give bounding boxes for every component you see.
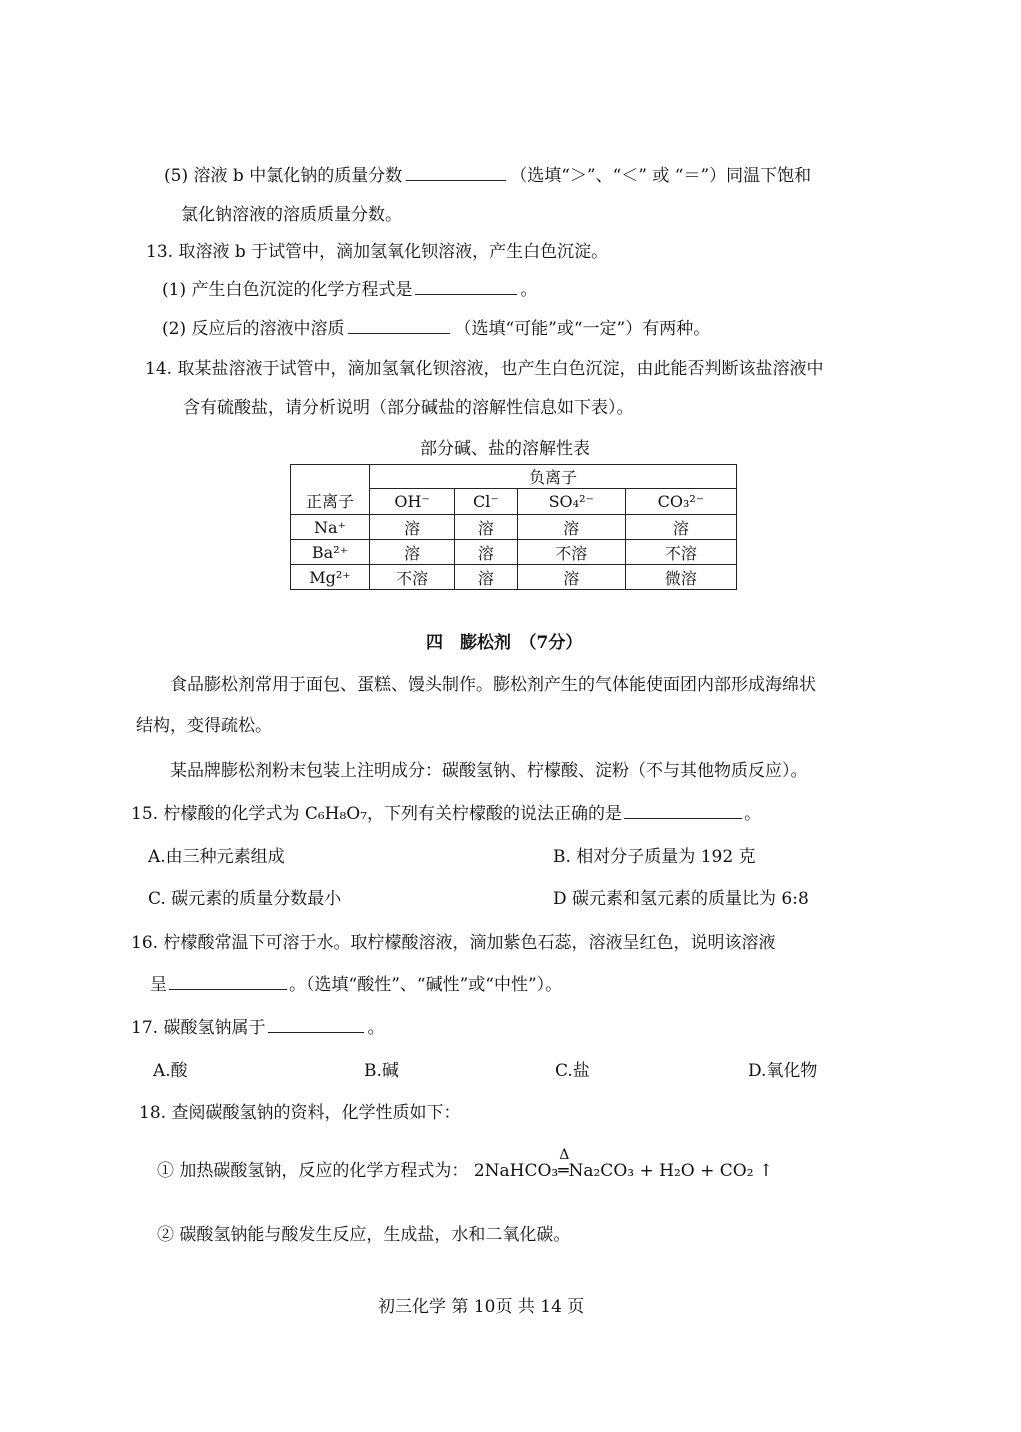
table-cell: 溶 — [370, 540, 455, 565]
q13-part2-text-a: (2) 反应后的溶液中溶质 — [162, 319, 345, 339]
cation-header: 正离子 — [291, 465, 370, 515]
q17-option-a[interactable]: A.酸 — [153, 1061, 188, 1081]
q18-item2: ② 碳酸氢钠能与酸发生反应，生成盐，水和二氧化碳。 — [157, 1225, 571, 1245]
q18-stem: 18. 查阅碳酸氢钠的资料，化学性质如下： — [139, 1103, 461, 1123]
q17-option-d[interactable]: D.氧化物 — [748, 1061, 818, 1081]
q18-item1-text: ① 加热碳酸氢钠，反应的化学方程式为： — [157, 1161, 469, 1181]
q15-option-a[interactable]: A.由三种元素组成 — [148, 847, 285, 867]
q16-line2 — [150, 970, 562, 995]
equation-rhs: Na₂CO₃ + H₂O + CO₂ ↑ — [568, 1161, 774, 1181]
q15-stem-end: 。 — [744, 804, 762, 824]
cation-na: Na⁺ — [291, 515, 370, 540]
q18-item1 — [157, 1147, 774, 1181]
q16-line2-text-a: 呈 — [150, 975, 167, 995]
table-cell: 不溶 — [370, 565, 455, 590]
table-cell: 溶 — [370, 515, 455, 540]
table-cell: 溶 — [517, 565, 625, 590]
table-cell: 溶 — [455, 565, 518, 590]
section-intro-line2: 结构，变得疏松。 — [136, 716, 272, 736]
anion-oh: OH⁻ — [370, 489, 455, 515]
anion-so4: SO₄²⁻ — [517, 489, 625, 515]
q15-stem — [131, 799, 761, 824]
anion-cl: Cl⁻ — [455, 489, 518, 515]
q14-line1: 14. 取某盐溶液于试管中，滴加氢氧化钡溶液，也产生白色沉淀，由此能否判断该盐溶液中 — [145, 359, 824, 379]
table-cell: 不溶 — [517, 540, 625, 565]
q12-5-text-a: 溶液 b 中氯化钠的质量分数 — [193, 166, 403, 186]
q13-stem: 13. 取溶液 b 于试管中，滴加氢氧化钡溶液，产生白色沉淀。 — [146, 242, 609, 262]
table-cell: 溶 — [625, 515, 736, 540]
q15-option-c[interactable]: C. 碳元素的质量分数最小 — [148, 889, 342, 909]
q15-stem-text: 15. 柠檬酸的化学式为 C₆H₈O₇，下列有关柠檬酸的说法正确的是 — [131, 804, 623, 824]
answer-blank[interactable] — [415, 276, 517, 295]
q17-stem-end: 。 — [367, 1018, 385, 1038]
q12-5-number: (5) — [164, 166, 189, 186]
q16-line1: 16. 柠檬酸常温下可溶于水。取柠檬酸溶液，滴加紫色石蕊，溶液呈红色，说明该溶液 — [131, 933, 776, 953]
table-cell: 不溶 — [625, 540, 736, 565]
table-title: 部分碱、盐的溶解性表 — [420, 439, 590, 459]
equation-heat-arrow — [558, 1147, 570, 1181]
section-intro-line3: 某品牌膨松剂粉末包装上注明成分：碳酸氢钠、柠檬酸、淀粉（不与其他物质反应）。 — [170, 761, 808, 781]
q13-part2-text-b: （选填“可能”或“一定”）有两种。 — [454, 319, 711, 339]
anion-header: 负离子 — [370, 465, 737, 489]
answer-blank[interactable] — [268, 1014, 364, 1033]
q14-line2: 含有硫酸盐，请分析说明（部分碱盐的溶解性信息如下表）。 — [183, 398, 634, 418]
q12-5-line1 — [164, 161, 811, 186]
cation-mg: Mg²⁺ — [291, 565, 370, 590]
q12-5-line2: 氯化钠溶液的溶质质量分数。 — [181, 205, 402, 225]
q15-option-b[interactable]: B. 相对分子质量为 192 克 — [553, 847, 756, 867]
answer-blank[interactable] — [624, 800, 742, 819]
q13-part1-text: (1) 产生白色沉淀的化学方程式是 — [162, 280, 413, 300]
solubility-table — [290, 464, 737, 590]
equation-equals-sign: ═ — [558, 1161, 569, 1181]
q16-line2-text-b: 。（选填“酸性”、“碱性”或“中性”）。 — [289, 975, 563, 995]
anion-co3: CO₃²⁻ — [625, 489, 736, 515]
section-intro-line1: 食品膨松剂常用于面包、蛋糕、馒头制作。膨松剂产生的气体能使面团内部形成海绵状 — [170, 675, 816, 695]
q17-stem — [131, 1013, 384, 1038]
answer-blank[interactable] — [406, 162, 506, 181]
q13-part2 — [162, 314, 710, 339]
table-cell: 溶 — [455, 515, 518, 540]
cation-ba: Ba²⁺ — [291, 540, 370, 565]
q12-5-text-b: （选填“＞”、“＜” 或 “＝”）同温下饱和 — [510, 166, 812, 186]
heat-delta-symbol: Δ — [559, 1147, 570, 1163]
table-cell: 溶 — [517, 515, 625, 540]
section-title: 四 膨松剂 （7分） — [426, 633, 583, 653]
q17-stem-text: 17. 碳酸氢钠属于 — [131, 1018, 266, 1038]
q17-option-c[interactable]: C.盐 — [555, 1061, 590, 1081]
q17-option-b[interactable]: B.碱 — [364, 1061, 399, 1081]
q13-part1 — [162, 275, 537, 300]
table-cell: 溶 — [455, 540, 518, 565]
page-footer: 初三化学 第 10页 共 14 页 — [378, 1297, 585, 1317]
equation-lhs: 2NaHCO₃ — [473, 1161, 559, 1181]
q13-part1-end: 。 — [520, 280, 538, 300]
table-cell: 微溶 — [625, 565, 736, 590]
answer-blank[interactable] — [169, 971, 287, 990]
answer-blank[interactable] — [348, 315, 450, 334]
q15-option-d[interactable]: D 碳元素和氢元素的质量比为 6:8 — [553, 889, 809, 909]
